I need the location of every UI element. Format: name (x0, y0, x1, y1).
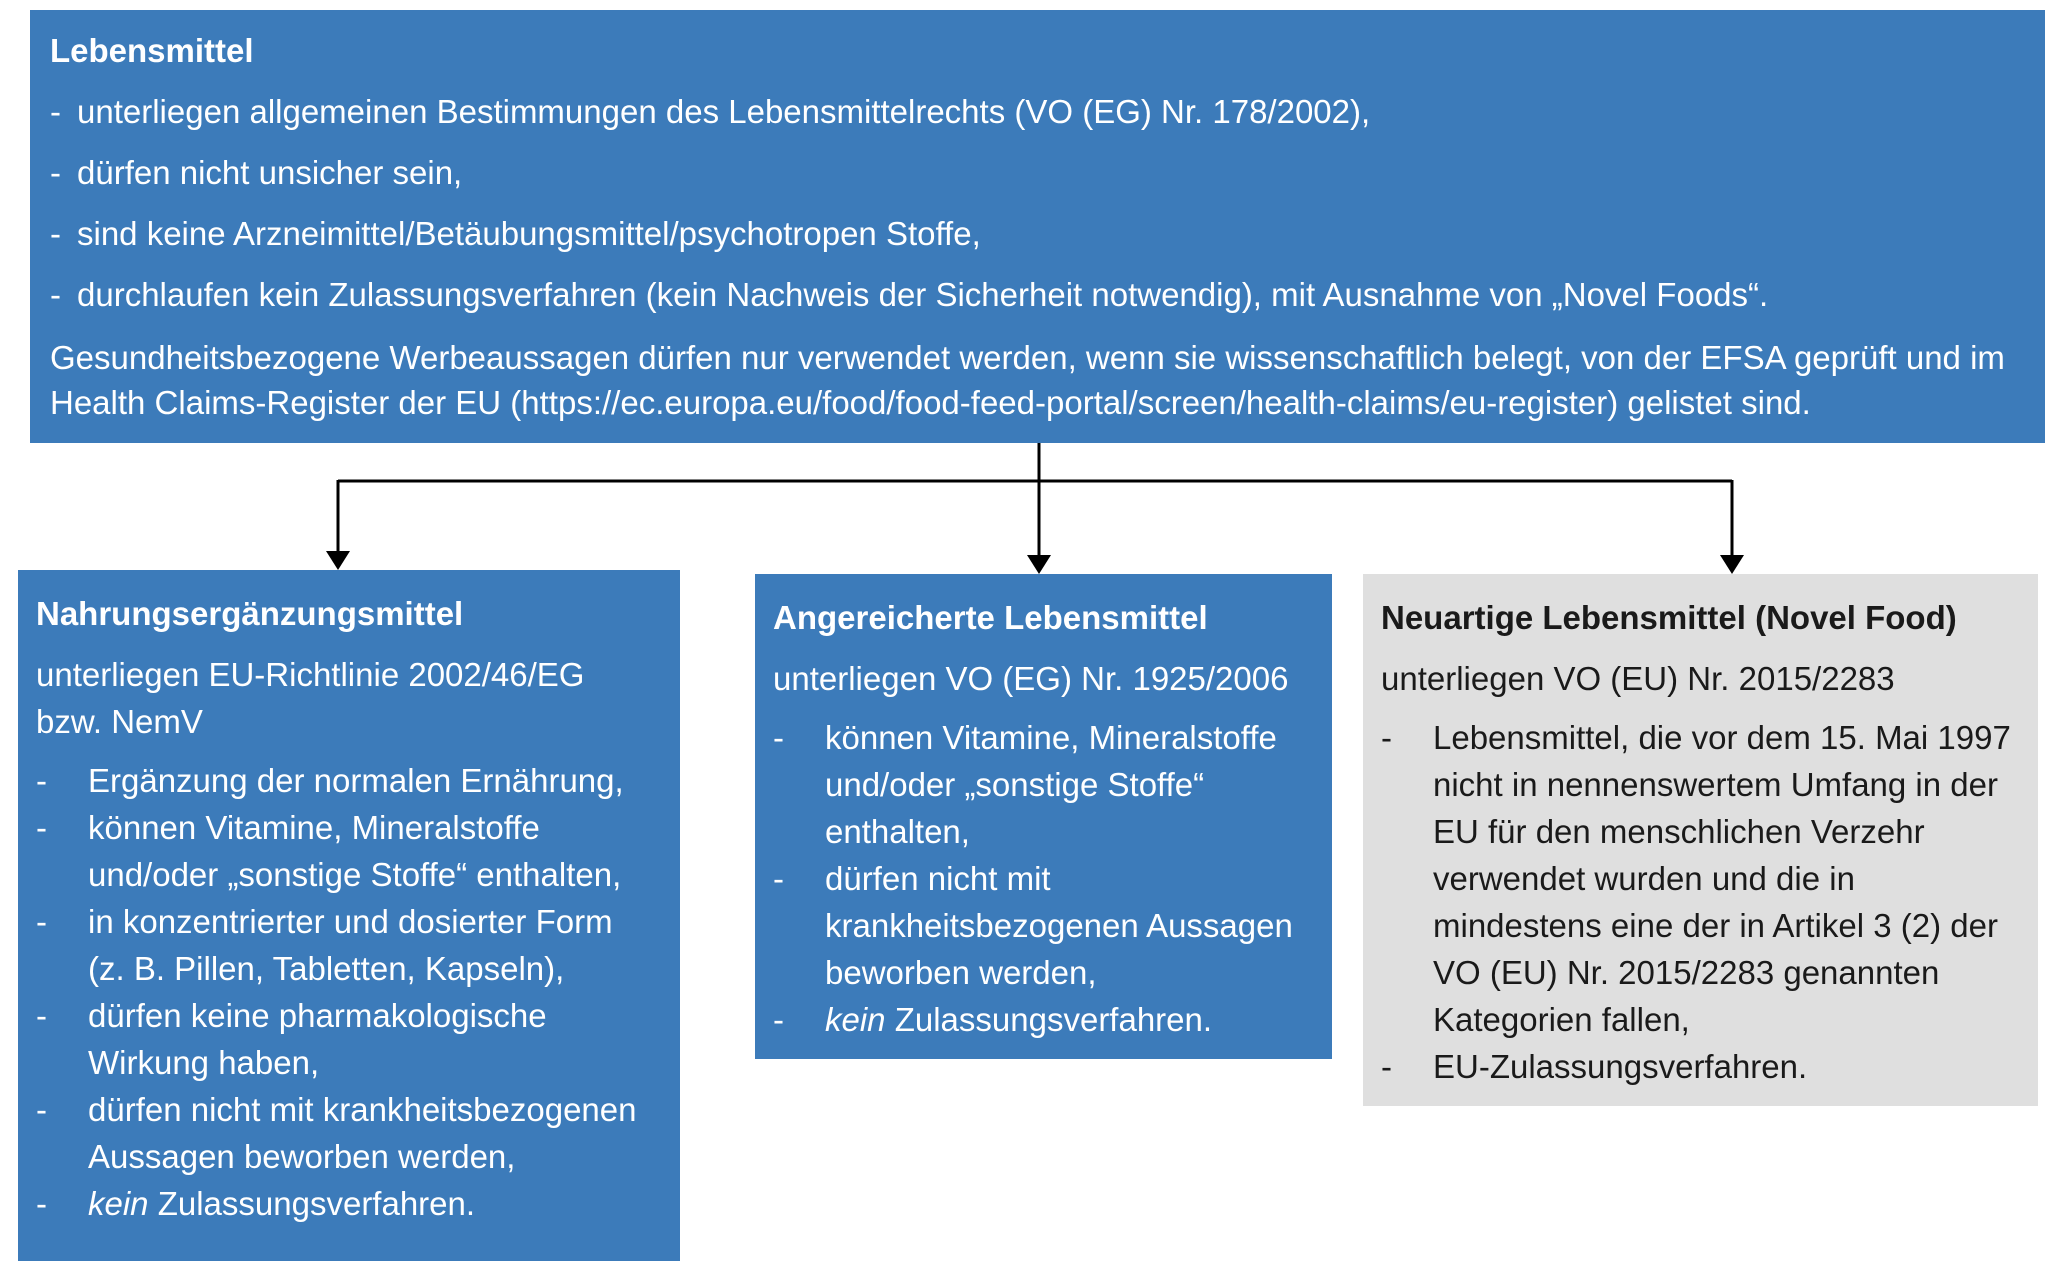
root-bullet-text: durchlaufen kein Zulassungsverfahren (kein Nachweis der Sicherheit notwendig), mit Ausnahme von „Novel Foods“. (77, 276, 1769, 313)
dash-marker: - (1381, 719, 1392, 756)
list-item-text: dürfen nicht mit krankheitsbezogenen Aussagen beworben werden, (88, 1091, 637, 1175)
arrowhead-right (1720, 555, 1744, 574)
branch-box-title: Nahrungsergänzungsmittel (36, 595, 464, 632)
dash-marker: - (36, 809, 47, 846)
list-item-text: in konzentrierter und dosierter Form (z. B. Pillen, Tabletten, Kapseln), (88, 903, 613, 987)
dash-marker: - (773, 1001, 784, 1038)
dash-marker: - (36, 1185, 47, 1222)
branch-intro: unterliegen VO (EU) Nr. 2015/2283 (1381, 660, 1895, 697)
list-item (36, 1180, 658, 1227)
list-item (1381, 1043, 2016, 1090)
list-item-text: dürfen nicht mit krankheitsbezogenen Aussagen beworben werden, (825, 860, 1293, 991)
list-item-text: Lebensmittel, die vor dem 15. Mai 1997 nicht in nennenswertem Umfang in der EU für den menschlichen Verzehr verwendet wurden und die in mindestens eine der in Artikel 3 (2) der VO (EU) Nr. 2015/2283 genannten Kategorien fallen, (1433, 719, 2011, 1038)
dash-marker: - (50, 276, 61, 313)
dash-marker: - (50, 215, 61, 252)
list-item (1381, 714, 2016, 1043)
branch-box-angereicherte-lebensmittel (755, 574, 1332, 1059)
root-box-lebensmittel (30, 10, 2045, 443)
list-item (36, 992, 658, 1086)
list-item (773, 714, 1310, 855)
list-item (36, 804, 658, 898)
dash-marker: - (36, 1091, 47, 1128)
branch-box-nahrungsergaenzungsmittel (18, 570, 680, 1261)
arrowhead-middle (1027, 555, 1051, 574)
dash-marker: - (773, 860, 784, 897)
emphasis-text: kein (825, 1001, 886, 1038)
emphasis-text: kein (88, 1185, 149, 1222)
branch-intro: unterliegen VO (EG) Nr. 1925/2006 (773, 660, 1289, 697)
dash-marker: - (773, 719, 784, 756)
branch-box-title: Angereicherte Lebensmittel (773, 599, 1208, 636)
list-item (773, 996, 1310, 1043)
dash-marker: - (36, 997, 47, 1034)
arrowhead-left (326, 551, 350, 570)
branch-intro: unterliegen EU-Richtlinie 2002/46/EG bzw. NemV (36, 656, 585, 740)
dash-marker: - (36, 903, 47, 940)
root-bullet-item (50, 89, 2019, 134)
root-bullet-item (50, 211, 2019, 256)
list-item-text: kein Zulassungsverfahren. (825, 1001, 1213, 1038)
root-paragraph: Gesundheitsbezogene Werbeaussagen dürfen nur verwendet werden, wenn sie wissenschaftlich belegt, von der EFSA geprüft und im Health Claims-Register der EU (https://ec.europa.eu/food/food-feed-portal/screen/health-claims/eu-register) gelistet sind. (50, 339, 2005, 421)
dash-marker: - (1381, 1048, 1392, 1085)
branch-box-neuartige-lebensmittel (1363, 574, 2038, 1106)
dash-marker: - (50, 154, 61, 191)
list-item-text: dürfen keine pharmakologische Wirkung haben, (88, 997, 547, 1081)
dash-marker: - (36, 762, 47, 799)
dash-marker: - (50, 93, 61, 130)
root-bullet-text: sind keine Arzneimittel/Betäubungsmittel/psychotropen Stoffe, (77, 215, 981, 252)
list-item-text: kein Zulassungsverfahren. (88, 1185, 476, 1222)
list-item (36, 898, 658, 992)
root-bullet-item (50, 272, 2019, 317)
root-bullet-text: unterliegen allgemeinen Bestimmungen des Lebensmittelrechts (VO (EG) Nr. 178/2002), (77, 93, 1371, 130)
root-bullet-text: dürfen nicht unsicher sein, (77, 154, 463, 191)
list-item-text: können Vitamine, Mineralstoffe und/oder „sonstige Stoffe“ enthalten, (88, 809, 622, 893)
list-item-text: EU-Zulassungsverfahren. (1433, 1048, 1808, 1085)
list-item-text: Ergänzung der normalen Ernährung, (88, 762, 624, 799)
list-item (773, 855, 1310, 996)
list-item (36, 1086, 658, 1180)
root-box-title: Lebensmittel (50, 32, 254, 69)
list-item-text: können Vitamine, Mineralstoffe und/oder „sonstige Stoffe“ enthalten, (825, 719, 1277, 850)
list-item (36, 757, 658, 804)
branch-box-title: Neuartige Lebensmittel (Novel Food) (1381, 599, 1957, 636)
root-bullet-item (50, 150, 2019, 195)
